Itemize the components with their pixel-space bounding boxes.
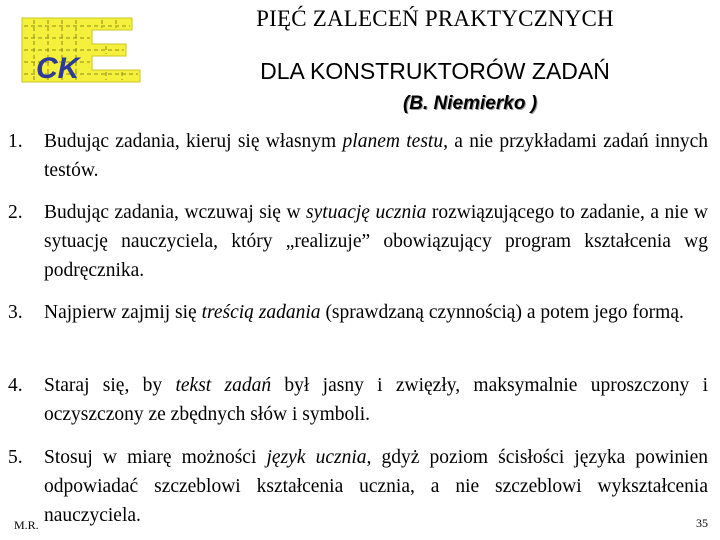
ck-logo [20, 16, 144, 84]
item-text: Budując zadania, wczuwaj się w [44, 202, 307, 223]
item-emphasis: język ucznia, [266, 447, 372, 468]
page-number: 35 [696, 516, 708, 530]
footer-initials: M.R. [14, 518, 39, 532]
item-text: gdyż poziom ścisłości języka powinien odpowiadać szczeblowi kształcenia ucznia, a nie szczeblowi wykształcenia nauczyciela. [44, 447, 708, 526]
item-number: 2. [8, 202, 23, 223]
item-emphasis: planem testu [342, 131, 444, 152]
list-item [8, 198, 708, 285]
title-line-1: PIĘĆ ZALECEŃ PRAKTYCZNYCH [256, 6, 614, 31]
item-text: Budując zadania, kieruj się własnym [44, 131, 343, 152]
list-item [8, 127, 708, 185]
item-text: Staraj się, by [44, 375, 176, 396]
logo-text: CK [36, 52, 80, 84]
item-number: 3. [8, 302, 23, 323]
item-emphasis: sytuację ucznia [306, 202, 427, 223]
list-item [8, 371, 708, 429]
item-text: był jasny i zwięzły, maksymalnie uproszczony i oczyszczony ze zbędnych słów i symboli. [44, 375, 708, 425]
item-emphasis: tekst zadań [175, 375, 272, 396]
author-attribution: (B. Niemierko ) [402, 93, 538, 114]
title-line-2: DLA KONSTRUKTORÓW ZADAŃ [260, 58, 610, 84]
item-number: 5. [8, 447, 23, 468]
item-number: 4. [8, 375, 23, 396]
item-text: (sprawdzaną czynnością) a potem jego formą. [320, 302, 684, 323]
item-number: 1. [8, 131, 23, 152]
item-text: rozwiązującego to zadanie, a nie w sytuację nauczyciela, który „realizuje” obowiązujący program kształcenia wg podręcznika. [44, 202, 708, 281]
item-text: , a nie przykładami zadań innych testów. [44, 131, 708, 181]
item-text: Stosuj w miarę możności [44, 447, 267, 468]
item-text: Najpierw zajmij się [44, 302, 202, 323]
item-emphasis: treścią zadania [201, 302, 321, 323]
list-item [8, 298, 708, 327]
